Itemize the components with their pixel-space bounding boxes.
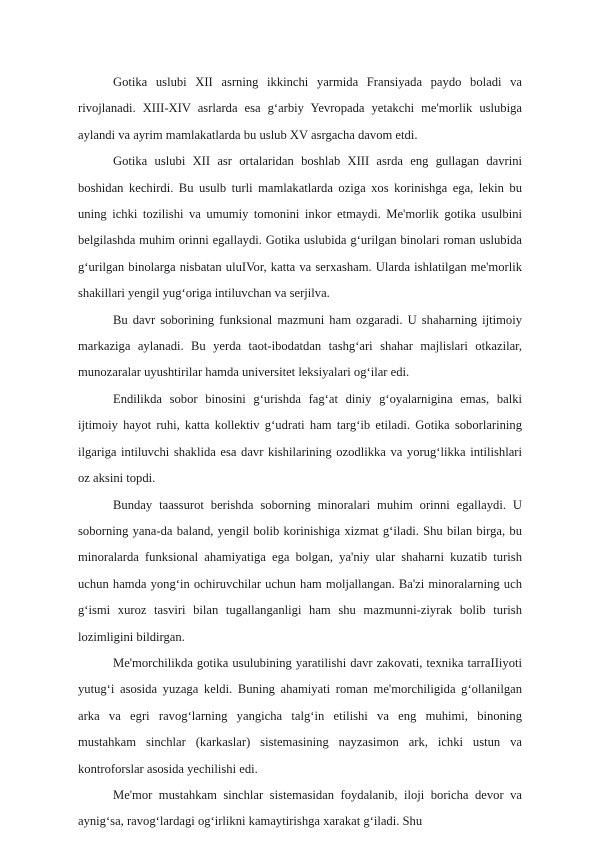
paragraph-3: Bu davr soborining funksional mazmuni ham ozgaradi. U shaharning ijtimoiy markaziga aylanadi. Bu yerda taot-ibodatdan tashg‘ari shahar majlislari otkazilar, munozaralar uyushtirilar hamda universitet leksiyalari og‘ilar edi. bbox=[78, 312, 522, 380]
paragraph-6: Me'morchilikda gotika usulubining yaratilishi davr zakovati, texnika tarraIIiyoti yutug‘i asosida yuzaga keldi. Buning ahamiyati roman me'morchiligida g‘ollanilgan arka va egri ravog‘larning yangicha talg‘in etilishi va eng muhimi, binoning mustahkam sinchlar (karkaslar) sistemasining nayzasimon ark, ichki ustun va kontroforslar asosida yechilishi edi. bbox=[78, 655, 522, 776]
paragraph-7: Me'mor mustahkam sinchlar sistemasidan foydalanib, iloji boricha devor va aynig‘sa, ravog‘lardagi og‘irlikni kamaytirishga xarakat g‘iladi. Shu bbox=[78, 787, 522, 829]
paragraph-5: Bunday taassurot berishda soborning minoralari muhim orinni egallaydi. U soborning yana-da baland, yengil bolib korinishiga xizmat g‘iladi. Shu bilan birga, bu minoralarda funksional ahamiyatiga ega bolgan, ya'niy ular shaharni kuzatib turish uchun hamda yong‘in ochiruvchilar uchun ham moljallangan. Ba'zi minoralarning uch g‘ismi xuroz tasviri bilan tugallanganligi ham shu mazmunni-ziyrak bolib turish lozimligini bildirgan. bbox=[78, 497, 522, 644]
paragraph-4: Endilikda sobor binosini g‘urishda fag‘at diniy g‘oyalarnigina emas, balki ijtimoiy hayot ruhi, katta kollektiv g‘udrati ham targ‘ib etiladi. Gotika soborlarining ilgariga intiluvchi shaklida esa davr kishilarining ozodlikka va yorug‘likka intilishlari oz aksini topdi. bbox=[78, 391, 522, 486]
paragraph-2: Gotika uslubi XII asr ortalaridan boshlab XIII asrda eng gullagan davrini boshidan kechirdi. Bu usulb turli mamlakatlarda oziga xos korinishga ega, lekin bu uning ichki tozilishi va umumiy tomonini inkor etmaydi. Me'morlik gotika usulbini belgilashda muhim orinni egallaydi. Gotika uslubida g‘urilgan binolari roman uslubida g‘urilgan binolarga nisbatan uluIVor, katta va serxasham. Ularda ishlatilgan me'morlik shakillari yengil yug‘origa intiluvchan va serjilva. bbox=[78, 154, 522, 301]
paragraph-1: Gotika uslubi XII asrning ikkinchi yarmida Fransiyada paydo boladi va rivojlanadi. XIII-XIV asrlarda esa g‘arbiy Yevropada yetakchi me'morlik uslubiga aylandi va ayrim mamlakatlarda bu uslub XV asrgacha davom etdi. bbox=[78, 75, 522, 142]
